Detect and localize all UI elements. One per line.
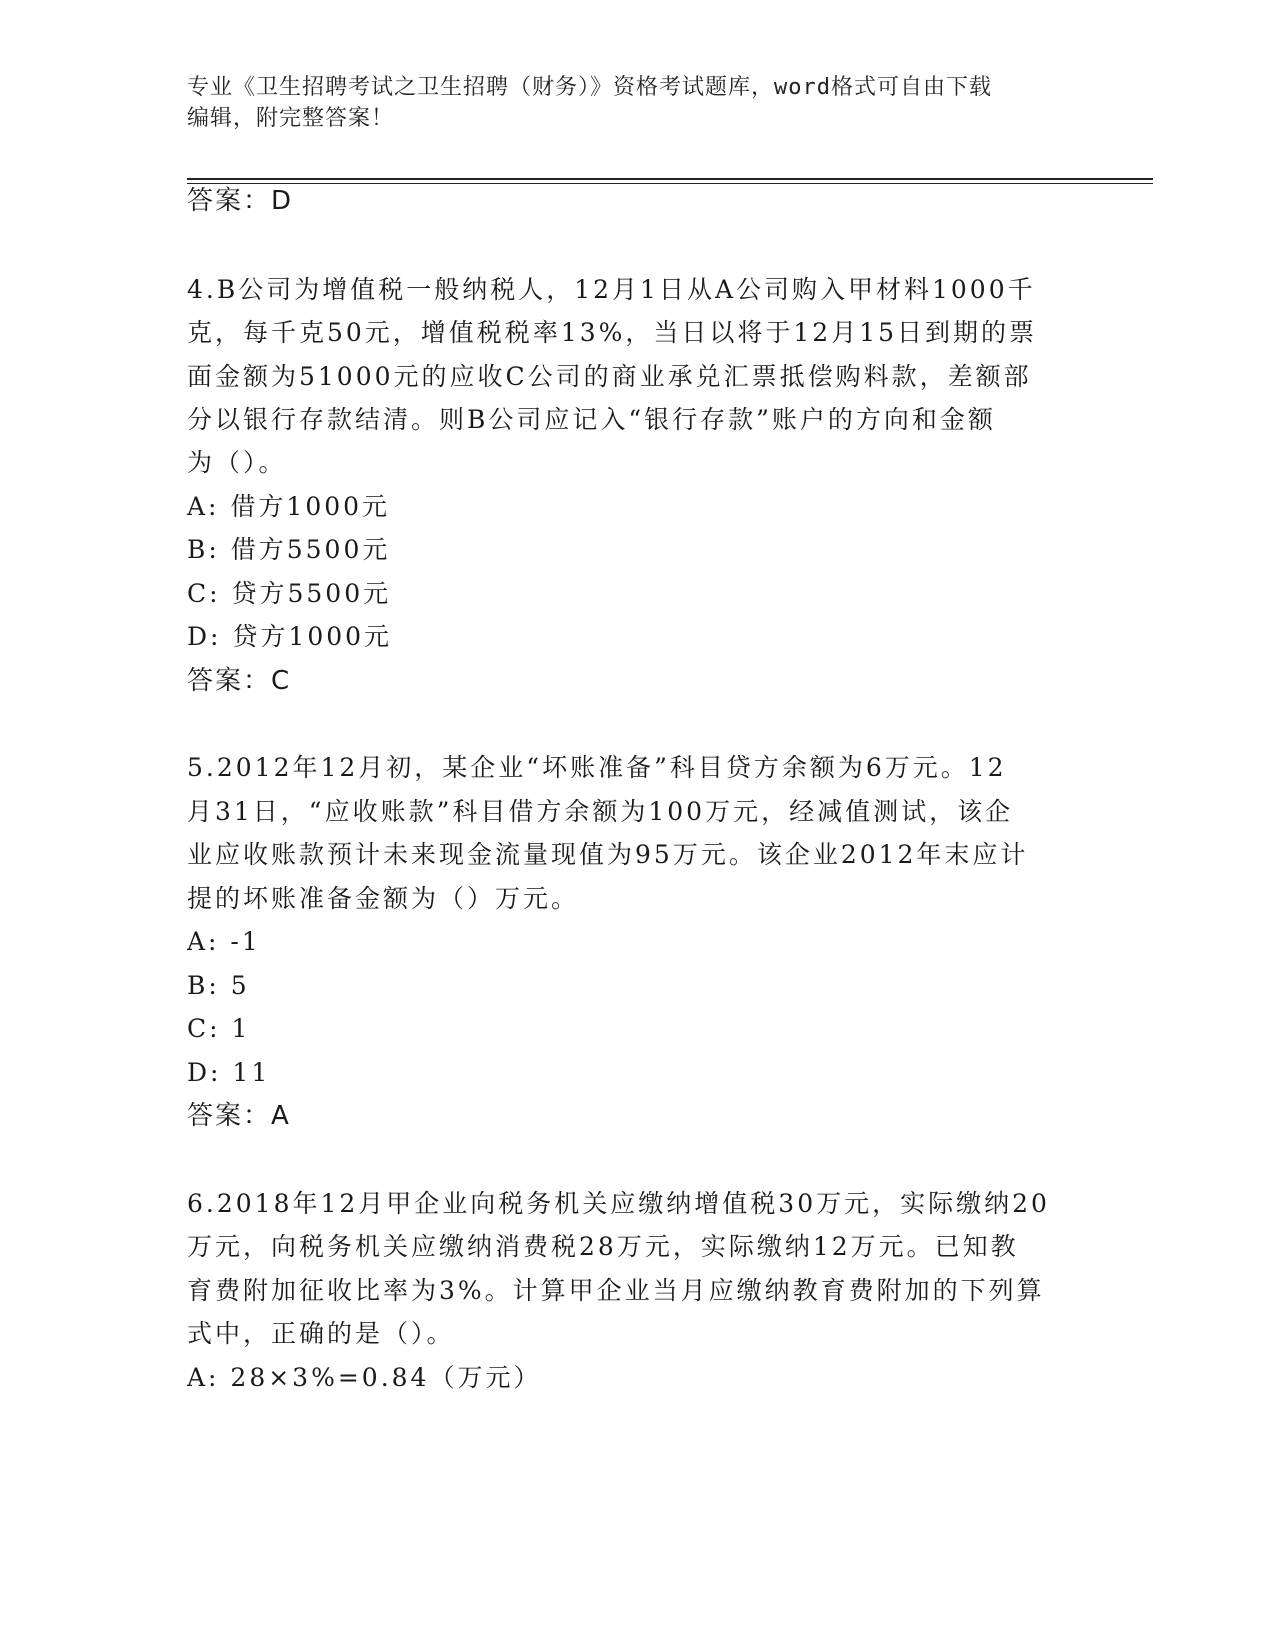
q6-line-4: 式中，正确的是（）。 [187,1319,455,1348]
q4-option-c: C: 贷方5500元 [187,579,392,608]
q5-option-a: A: -1 [187,927,261,956]
q5-line-2: 月31日，“应收账款”科目借方余额为100万元，经减值测试，该企 [187,797,1014,826]
q6-line-3: 育费附加征收比率为3%。计算甲企业当月应缴纳教育费附加的下列算 [187,1276,1045,1305]
document-header [187,72,1067,134]
q4-option-d: D: 贷方1000元 [187,622,393,651]
q5-answer: 答案：A [187,1101,291,1131]
q5-line-1: 5.2012年12月初，某企业“坏账准备”科目贷方余额为6万元。12 [187,753,1007,782]
q4-option-b: B: 借方5500元 [187,535,391,564]
q6-line-1: 6.2018年12月甲企业向税务机关应缴纳增值税30万元，实际缴纳20 [187,1189,1050,1218]
q4-line-1: 4.B公司为增值税一般纳税人，12月1日从A公司购入甲材料1000千 [187,275,1036,304]
q5-option-c: C: 1 [187,1014,251,1043]
answer-prev: 答案：D [187,186,294,216]
q4-option-a: A: 借方1000元 [187,492,391,521]
header-divider-thin [187,183,1153,184]
q4-line-3: 面金额为51000元的应收C公司的商业承兑汇票抵偿购料款，差额部 [187,362,1032,391]
q4-answer: 答案：C [187,666,292,696]
header-line-2: 编辑，附完整答案！ [187,106,395,131]
q4-line-2: 克，每千克50元，增值税税率13%，当日以将于12月15日到期的票 [187,318,1038,347]
q5-option-b: B: 5 [187,971,250,1000]
q6-option-a: A: 28×3%=0.84（万元） [187,1363,542,1392]
q5-option-d: D: 11 [187,1058,271,1087]
q5-line-4: 提的坏账准备金额为（）万元。 [187,884,580,913]
q4-line-5: 为（）。 [187,448,287,477]
header-line-1: 专业《卫生招聘考试之卫生招聘（财务）》资格考试题库，word格式可自由下载 [187,75,992,100]
q6-line-2: 万元，向税务机关应缴纳消费税28万元，实际缴纳12万元。已知教 [187,1232,1019,1261]
q5-line-3: 业应收账款预计未来现金流量现值为95万元。该企业2012年末应计 [187,840,1029,869]
q4-line-4: 分以银行存款结清。则B公司应记入“银行存款”账户的方向和金额 [187,405,996,434]
header-divider-thick [187,178,1153,180]
